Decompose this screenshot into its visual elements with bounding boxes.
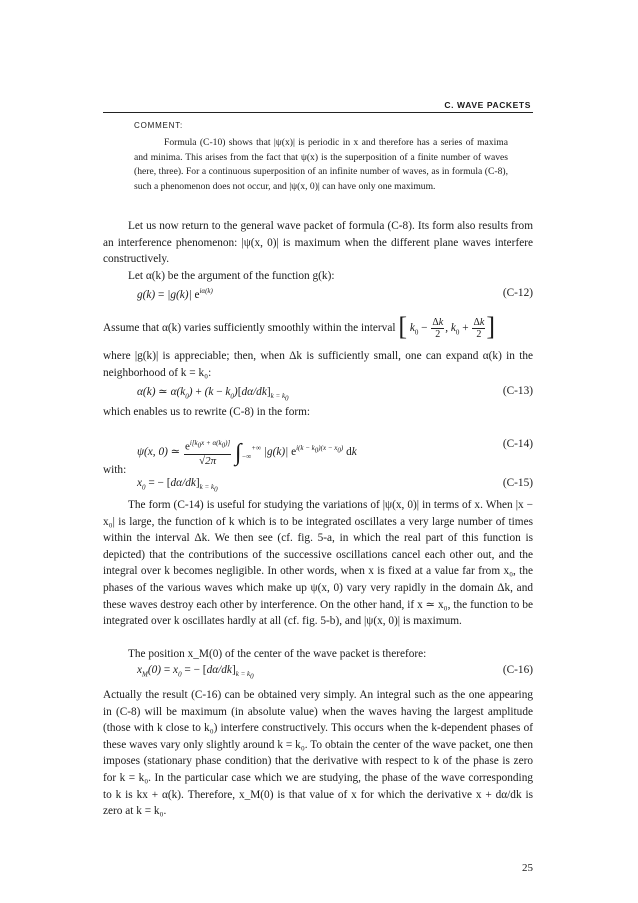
- equation-c12-tag: (C-12): [502, 287, 533, 299]
- interval-line: [103, 312, 533, 342]
- running-header: C. WAVE PACKETS: [444, 100, 531, 110]
- equation-c14: [103, 425, 533, 465]
- equation-c15: [103, 477, 533, 495]
- page-number: 25: [522, 862, 533, 874]
- equation-c12: [103, 287, 533, 305]
- equation-c14-body: ψ(x, 0) ≃ $\frac{e^{i[k_0x + \alpha(k_0)]}}{√2\pi}$ $\int_{-\infty}^{+\infty}$ |g(k)| $e^{i(k - k_0)(x - x_0)}$ dk: [137, 439, 357, 467]
- equation-c12-body: g(k) = |g(k)| $e^{i\alpha(k)}$: [137, 287, 213, 301]
- equation-c16: [103, 664, 533, 682]
- equation-c13-body: α(k) ≃ $\alpha(k_0) + (k - k_0)[d\alpha/dk]_{k = k_0}$: [137, 386, 289, 403]
- paragraph-rewrite: which enables us to rewrite (C-8) in the form:: [103, 406, 311, 418]
- comment-text: Formula (C-10) shows that |ψ(x)| is periodic in x and therefore has a series of maxima and minima. This arises from the fact that ψ(x) is the superposition of a finite number of waves (here, three). For a continuous superposition of an infinite number of waves, as in formula (C-8), such a phenomenon does not occur, and |ψ(x, 0)| can have only one maximum.: [134, 137, 508, 192]
- equation-c16-tag: (C-16): [502, 664, 533, 676]
- paragraph-return-to-packet: Let us now return to the general wave packet of formula (C-8). Its form also results from an interference phenomenon: |ψ(x, 0)| is maximum when the different plane waves interfere constructively.: [103, 220, 533, 266]
- equation-c15-tag: (C-15): [502, 477, 533, 489]
- paragraph-smooth-variation: Assume that α(k) varies sufficiently smoothly within the interval: [103, 322, 396, 335]
- header-rule: [103, 112, 533, 113]
- equation-c13: [103, 385, 533, 403]
- paragraph-argument-def: Let α(k) be the argument of the function g(k):: [128, 270, 335, 282]
- paragraph-expansion-intro: where |g(k)| is appreciable; then, when Δk is sufficiently small, one can expand α(k) in the neighborhood of k = k₀:: [103, 350, 533, 379]
- interval-expression: [ $k_0$ − $\frac{\Delta k}{2}$ , $k_0$ + $\frac{\Delta k}{2}$ ]: [398, 312, 496, 342]
- paragraph-center-position: The position x_M(0) of the center of the wave packet is therefore:: [128, 648, 427, 660]
- equation-c16-body: $x_M(0) = x_0$ = − $[d\alpha/dk]_{k = k_0}$: [137, 664, 254, 681]
- equation-c15-body: $x_0$ = − $[d\alpha/dk]_{k = k_0}$: [137, 477, 218, 494]
- paragraph-stationary-phase: Actually the result (C-16) can be obtained very simply. An integral such as the one appearing in (C-8) will be maximum (in absolute value) when the waves having the largest amplitude (those with k close to k₀) interfere constructively. This occurs when the k-dependent phases of these waves vary only slightly around k = k₀. To obtain the center of the wave packet, one then imposes (stationary phase condition) that the derivative with respect to k of the phase is zero for k = k₀. In the particular case which we are studying, the phase of the wave corresponding to k is kx + α(k). Therefore, x_M(0) is that value of x for which the derivative x + dα/dk is zero at k = k₀.: [103, 689, 533, 818]
- paragraph-c14-discussion: The form (C-14) is useful for studying the variations of |ψ(x, 0)| in terms of x. When |x − x₀| is large, the function of k which is to be integrated oscillates a very large number of times within the interval Δk. We then see (cf. fig. 5-a, in which the real part of this function is depicted) that the contributions of the successive oscillations cancel each other out, and the integral over k becomes negligible. In other words, when x is fixed at a value far from x₀, the phases of the various waves which make up ψ(x, 0) vary very rapidly in the domain Δk, and these waves destroy each other by interference. On the other hand, if x ≃ x₀, the function to be integrated over k oscillates hardly at all (cf. fig. 5-b), and |ψ(x, 0)| is maximum.: [103, 499, 533, 628]
- paragraph-with: with:: [103, 464, 127, 476]
- equation-c14-tag: (C-14): [502, 438, 533, 450]
- equation-c13-tag: (C-13): [502, 385, 533, 397]
- comment-label: COMMENT:: [134, 121, 184, 130]
